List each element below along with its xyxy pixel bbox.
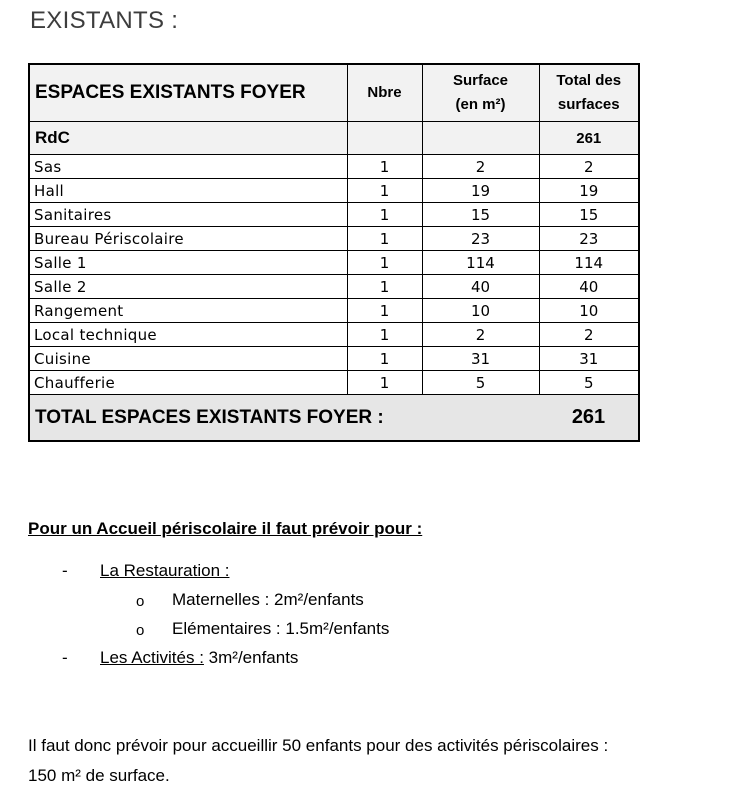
conclusion-line1: Il faut donc prévoir pour accueillir 50 enfants pour des activités périscolaires : [28, 736, 609, 755]
row-count: 1 [347, 347, 422, 371]
row-total: 23 [539, 227, 639, 251]
table-row [29, 347, 639, 371]
section-surface [422, 122, 539, 155]
row-surface: 15 [422, 203, 539, 227]
row-surface: 10 [422, 299, 539, 323]
row-count: 1 [347, 299, 422, 323]
section-name: RdC [29, 122, 347, 155]
table-row [29, 179, 639, 203]
row-count: 1 [347, 251, 422, 275]
row-total: 40 [539, 275, 639, 299]
requirements-title: Pour un Accueil périscolaire il faut prévoir pour : [28, 519, 423, 538]
table-row [29, 203, 639, 227]
row-total: 10 [539, 299, 639, 323]
row-name: Bureau Périscolaire [29, 227, 347, 251]
row-name: Rangement [29, 299, 347, 323]
row-name: Chaufferie [29, 371, 347, 395]
table-row [29, 251, 639, 275]
row-surface: 2 [422, 155, 539, 179]
section-heading: EXISTANTS : [30, 7, 179, 34]
header-surface-line2: (en m²) [455, 96, 506, 113]
row-count: 1 [347, 275, 422, 299]
activites-item [100, 648, 298, 668]
table-row [29, 299, 639, 323]
row-surface: 2 [422, 323, 539, 347]
activites-value: 3m²/enfants [203, 648, 299, 667]
total-spacer [422, 395, 539, 442]
table-header-row [29, 64, 639, 122]
row-total: 114 [539, 251, 639, 275]
header-surface-line1: Surface [452, 72, 509, 89]
row-count: 1 [347, 323, 422, 347]
elementaires-item: Elémentaires : 1.5m²/enfants [172, 619, 390, 638]
activites-label: Les Activités : [100, 648, 204, 667]
row-surface: 19 [422, 179, 539, 203]
row-total: 31 [539, 347, 639, 371]
row-count: 1 [347, 203, 422, 227]
row-surface: 40 [422, 275, 539, 299]
row-count: 1 [347, 227, 422, 251]
conclusion-paragraph [28, 731, 728, 791]
circle-bullet-icon: o [136, 593, 145, 610]
header-surface [422, 64, 539, 122]
table-row [29, 323, 639, 347]
row-name: Local technique [29, 323, 347, 347]
header-total-line1: Total des [556, 72, 622, 89]
total-row [29, 395, 639, 442]
header-total-line2: surfaces [557, 96, 620, 113]
spaces-table [28, 63, 640, 442]
restauration-label [100, 561, 229, 581]
table-row [29, 275, 639, 299]
maternelles-item: Maternelles : 2m²/enfants [172, 590, 364, 609]
row-total: 19 [539, 179, 639, 203]
header-name: ESPACES EXISTANTS FOYER [29, 64, 347, 122]
row-surface: 114 [422, 251, 539, 275]
row-name: Sanitaires [29, 203, 347, 227]
row-surface: 31 [422, 347, 539, 371]
row-surface: 5 [422, 371, 539, 395]
table-row [29, 371, 639, 395]
row-total: 5 [539, 371, 639, 395]
row-count: 1 [347, 155, 422, 179]
row-name: Salle 1 [29, 251, 347, 275]
restauration-label-text: La Restauration : [100, 561, 230, 580]
header-count: Nbre [347, 64, 422, 122]
row-surface: 23 [422, 227, 539, 251]
row-name: Hall [29, 179, 347, 203]
table-row [29, 227, 639, 251]
total-label: TOTAL ESPACES EXISTANTS FOYER : [29, 395, 422, 442]
row-total: 2 [539, 323, 639, 347]
row-name: Salle 2 [29, 275, 347, 299]
dash-bullet: - [62, 561, 68, 580]
row-name: Cuisine [29, 347, 347, 371]
dash-bullet: - [62, 648, 68, 667]
row-total: 15 [539, 203, 639, 227]
row-count: 1 [347, 179, 422, 203]
section-total: 261 [539, 122, 639, 155]
row-name: Sas [29, 155, 347, 179]
total-value: 261 [539, 395, 639, 442]
row-count: 1 [347, 371, 422, 395]
section-row [29, 122, 639, 155]
section-count [347, 122, 422, 155]
conclusion-line2: 150 m² de surface. [28, 766, 170, 785]
circle-bullet-icon: o [136, 622, 145, 639]
row-total: 2 [539, 155, 639, 179]
table-row [29, 155, 639, 179]
header-total [539, 64, 639, 122]
